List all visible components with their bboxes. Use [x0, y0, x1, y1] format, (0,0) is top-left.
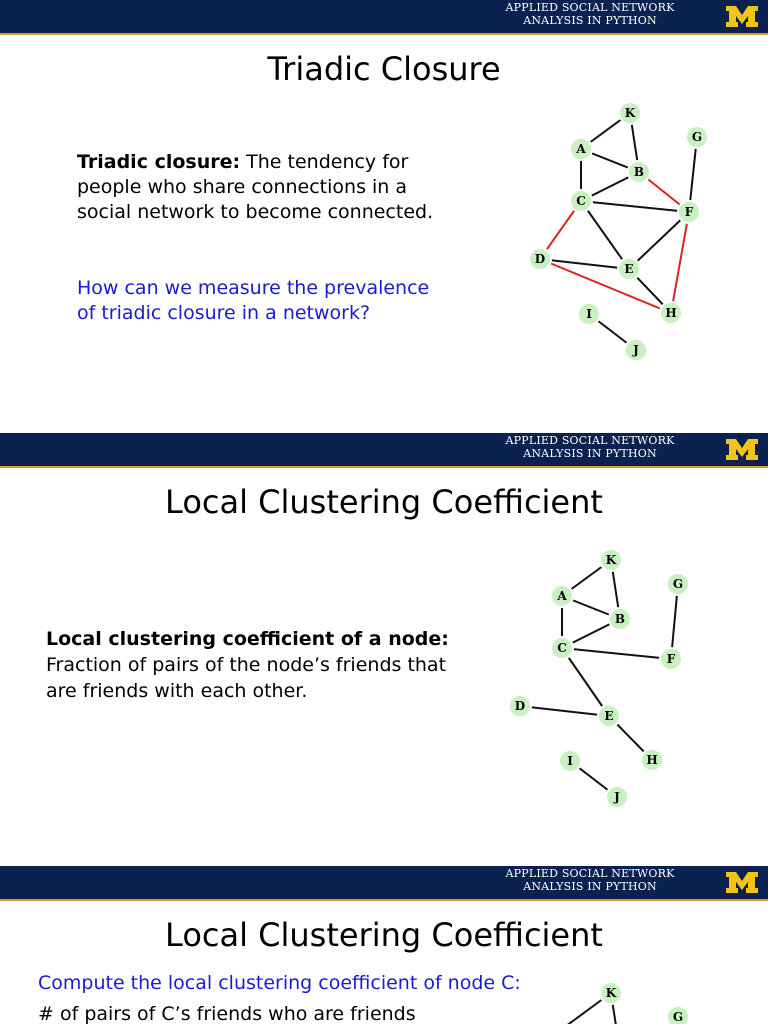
edge-c-f	[562, 648, 671, 659]
node-label-a: A	[557, 589, 567, 603]
formula-text: # of pairs of C’s friends who are friends	[38, 1003, 416, 1024]
edge-c-f	[581, 201, 689, 212]
node-e	[598, 705, 620, 727]
node-label-c: C	[557, 641, 567, 655]
node-label-k: K	[624, 106, 636, 120]
node-label-c: C	[576, 194, 586, 208]
node-k	[600, 982, 622, 1004]
course-name	[470, 434, 710, 460]
node-i	[578, 303, 600, 325]
node-label-g: G	[672, 1010, 684, 1024]
node-label-b: B	[633, 165, 645, 179]
course-line-1: APPLIED SOCIAL NETWORK	[505, 1, 675, 14]
node-label-e: E	[624, 262, 634, 276]
edge-c-e	[562, 648, 609, 716]
header-banner	[0, 0, 768, 35]
course-line-1: APPLIED SOCIAL NETWORK	[505, 867, 675, 880]
node-i	[559, 750, 581, 772]
node-e	[618, 258, 640, 280]
node-label-f: F	[684, 205, 694, 219]
node-g	[686, 126, 708, 148]
node-label-d: D	[534, 252, 546, 266]
slide-local-clustering-compute	[0, 866, 768, 1024]
header-banner	[0, 433, 768, 468]
course-name	[470, 867, 710, 893]
node-j	[606, 786, 628, 808]
university-logo-icon	[725, 437, 759, 462]
node-h	[641, 749, 663, 771]
university-logo-icon	[725, 870, 759, 895]
node-c	[551, 637, 573, 659]
course-line-2: ANALYSIS IN PYTHON	[523, 14, 657, 27]
node-c	[570, 190, 592, 212]
node-label-j: J	[633, 343, 639, 357]
node-label-a: A	[576, 142, 586, 156]
node-d	[529, 248, 551, 270]
node-a	[570, 138, 592, 160]
edge-d-e	[520, 706, 609, 716]
node-k	[619, 102, 641, 124]
university-logo-icon	[725, 4, 759, 29]
slide-local-clustering	[0, 433, 768, 866]
node-f	[678, 201, 700, 223]
node-label-e: E	[604, 709, 614, 723]
definition-term: Local clustering coefficient of a node:	[46, 628, 449, 650]
course-line-1: APPLIED SOCIAL NETWORK	[505, 434, 675, 447]
definition-text	[46, 626, 466, 704]
node-a	[551, 585, 573, 607]
prompt-text: Compute the local clustering coefficient of node C:	[38, 972, 521, 994]
node-b	[628, 161, 650, 183]
node-j	[625, 339, 647, 361]
node-label-g: G	[691, 130, 703, 144]
network-graph	[500, 548, 700, 813]
edge-c-e	[581, 201, 629, 269]
network-graph	[540, 978, 720, 1024]
node-d	[509, 695, 531, 717]
node-label-h: H	[665, 306, 677, 320]
slide-triadic-closure	[0, 0, 768, 433]
node-g	[667, 573, 689, 595]
definition-text	[77, 150, 447, 225]
node-g	[667, 1006, 689, 1024]
course-line-2: ANALYSIS IN PYTHON	[523, 447, 657, 460]
node-label-i: I	[567, 754, 573, 768]
network-graph	[520, 100, 720, 365]
node-label-i: I	[586, 307, 592, 321]
definition-term: Triadic closure:	[77, 151, 241, 173]
node-label-f: F	[666, 652, 676, 666]
definition-body: The tendency for people who share connections in a social network to become connected.	[77, 151, 434, 223]
node-b	[609, 608, 631, 630]
definition-body: Fraction of pairs of the node’s friends that are friends with each other.	[46, 654, 447, 702]
node-f	[660, 648, 682, 670]
node-label-g: G	[672, 577, 684, 591]
slide-title: Local Clustering Coefficient	[165, 916, 603, 954]
node-label-k: K	[605, 553, 617, 567]
slide-title: Triadic Closure	[267, 50, 501, 88]
node-label-h: H	[646, 753, 658, 767]
node-k	[600, 549, 622, 571]
node-label-d: D	[514, 699, 526, 713]
node-label-j: J	[614, 790, 620, 804]
node-label-k: K	[605, 986, 617, 1000]
node-label-b: B	[614, 612, 626, 626]
header-banner	[0, 866, 768, 901]
course-line-2: ANALYSIS IN PYTHON	[523, 880, 657, 893]
node-h	[660, 302, 682, 324]
slide-title: Local Clustering Coefficient	[165, 483, 603, 521]
question-text: How can we measure the prevalence of triadic closure in a network?	[77, 277, 430, 324]
course-name	[470, 1, 710, 27]
